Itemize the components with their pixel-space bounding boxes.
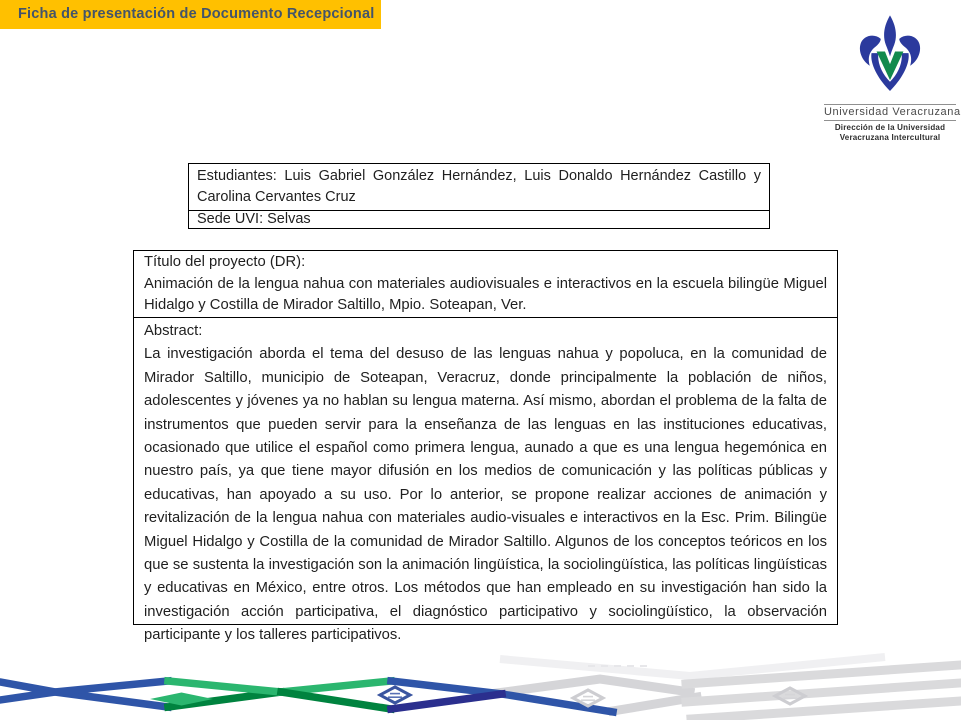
slide-title: Ficha de presentación de Documento Recepcional xyxy=(18,6,375,22)
students-text: Estudiantes: Luis Gabriel González Hernández, Luis Donaldo Hernández Castillo y Carolina Cervantes Cruz xyxy=(197,168,761,205)
uv-emblem-icon xyxy=(853,6,927,102)
project-table xyxy=(133,250,838,644)
abstract-label: Abstract: xyxy=(144,323,203,339)
logo-institution-name: Universidad Veracruzana xyxy=(824,104,956,121)
project-title-label: Título del proyecto (DR): xyxy=(144,254,306,270)
project-title-text: Animación de la lengua nahua con materiales audiovisuales e interactivos en la escuela bilingüe Miguel Hidalgo y Costilla de Mirador Saltillo, Mpio. Soteapan, Ver. xyxy=(144,275,827,313)
footer-ribbon-graphic xyxy=(0,620,960,720)
logo-department-line1: Dirección de la Universidad xyxy=(834,123,946,132)
logo-department-line2: Veracruzana Intercultural xyxy=(839,132,941,142)
students-table xyxy=(188,163,770,229)
project-title-row xyxy=(134,251,837,317)
abstract-row xyxy=(134,317,837,644)
students-row xyxy=(189,164,769,210)
sede-row xyxy=(189,210,769,228)
uv-logo xyxy=(824,6,961,142)
logo-department xyxy=(824,123,956,142)
header-bar xyxy=(0,0,381,29)
sede-text: Sede UVI: Selvas xyxy=(197,211,311,227)
abstract-text: La investigación aborda el tema del desuso de las lenguas nahua y popoluca, en la comunidad de Mirador Saltillo, municipio de Soteapan, Veracruz, donde principalmente la población de niños, adolescentes y jóvenes ya no hablan su lengua materna. Así mismo, abordan el problema de la falta de instrumentos que pueden servir para la enseñanza de las lenguas en las instituciones educativas, ocasionado que utilice el español como primera lengua, aunado a que es una lengua hegemónica en nuestro país, ya que tiene mayor difusión en los medios de comunicación y las políticas públicas y educativas, han apoyado a su uso. Por lo anterior, se propone realizar acciones de animación y revitalización de la lengua nahua con materiales audio-visuales e interactivos en la Esc. Prim. Bilingüe Miguel Hidalgo y Costilla de la comunidad de Mirador Saltillo. Algunos de los conceptos teóricos en los que se sustenta la investigación son la animación lingüística, la sociolingüística, las políticas lingüísticas y educativas en México, entre otros. Los métodos que han empleado en su investigación han sido la investigación acción participativa, el diagnóstico participativo y sociolingüístico, la observación participante y los talleres participativos. xyxy=(144,346,827,644)
